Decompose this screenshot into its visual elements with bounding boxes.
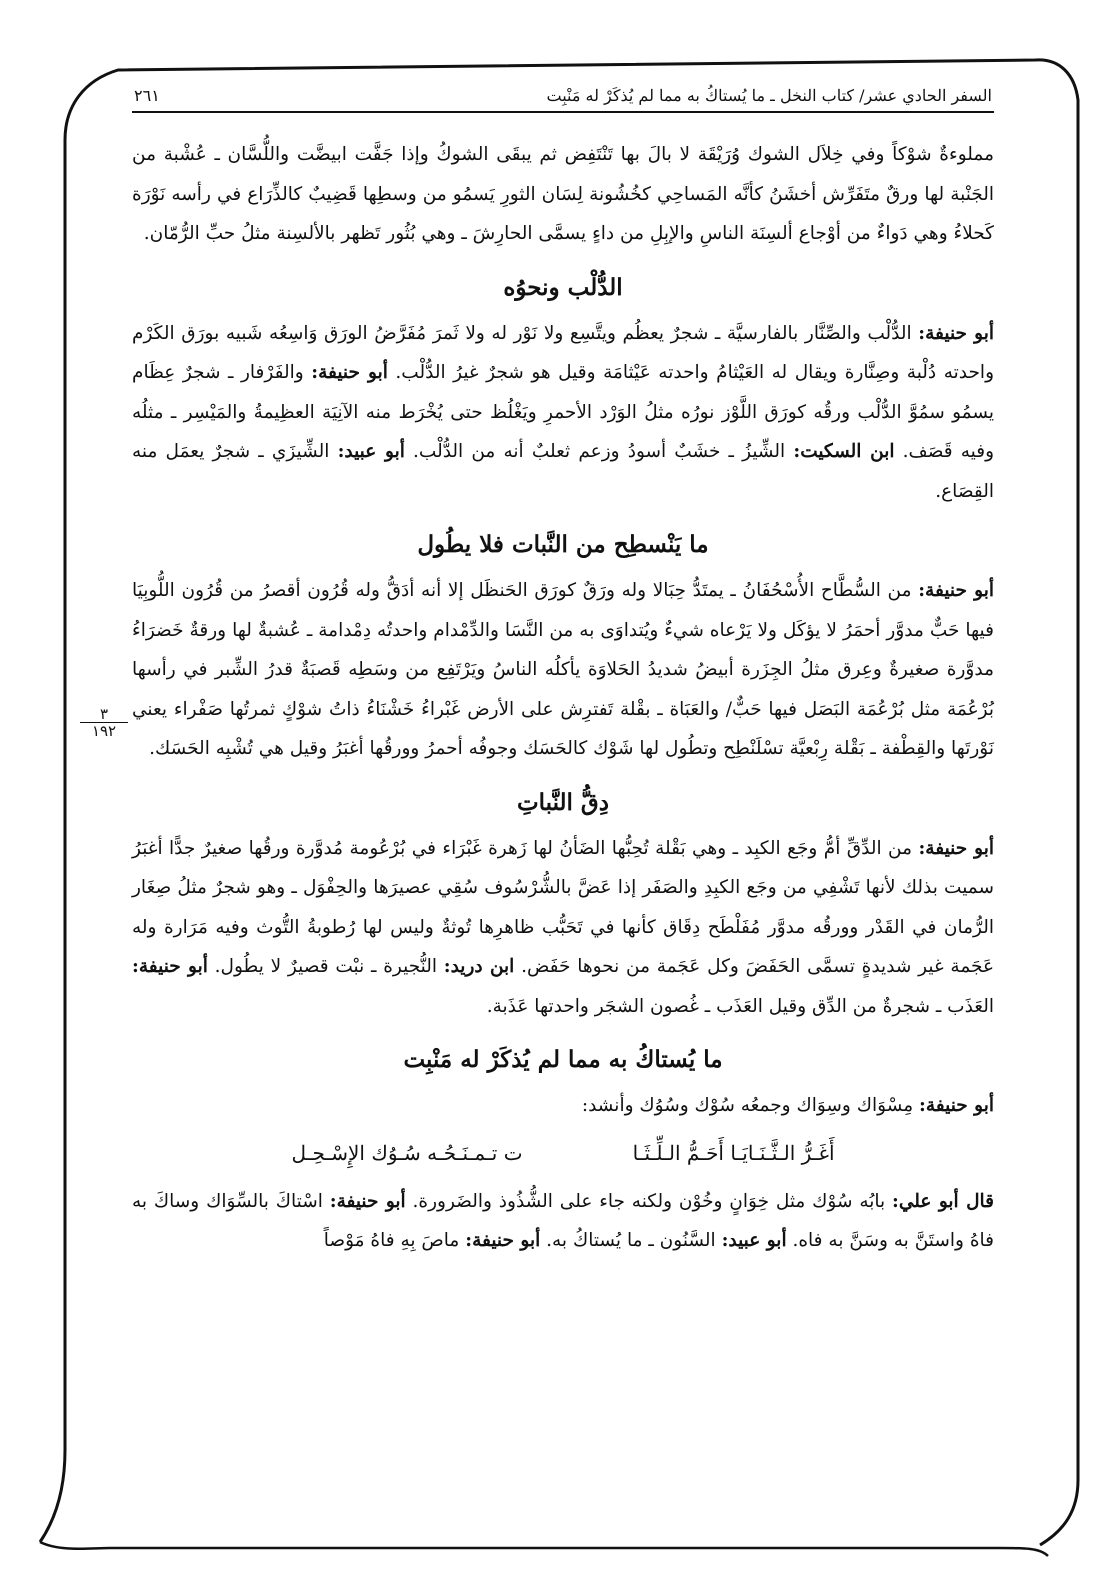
paragraph-text: النُّجيرة ـ نبْت قصيرٌ لا يطُول. — [207, 956, 444, 977]
section-paragraph — [132, 829, 994, 1027]
section-title: الدُّلْب ونحوُه — [503, 273, 623, 301]
source-name: أبو حنيفة: — [329, 1190, 406, 1212]
source-name: قال أبو علي: — [892, 1190, 995, 1212]
body-text — [132, 135, 994, 1261]
margin-reference-bottom: ١٩٢ — [80, 722, 128, 739]
verse-second-hemistich: ت تـمـنَـحُـه سُـوُك الإِسْـحِـل — [291, 1140, 523, 1165]
verse-first-hemistich: أَغَـرُّ الـثَّـنَـايَـا أَحَـمُّ الـلِّـثَـا — [632, 1140, 835, 1165]
source-name: أبو حنيفة: — [918, 580, 994, 601]
source-name: ابن السكيت: — [793, 441, 895, 462]
source-name: ابن دريد: — [443, 956, 515, 977]
section-paragraph — [132, 571, 994, 769]
running-header — [132, 86, 994, 113]
source-name: أبو حنيفة: — [918, 322, 994, 344]
paragraph-text: الدُّلْب والصِّنَّار بالفارسيَّة ـ شجرٌ يعظُم ويتَّسِع ولا نَوْر له ولا ثَمرَ مُفَرَّضُ الورَق وَاسِعُه شَبيه بورَق الكَرْم واحدته دُلْبة وصِنَّارة ويقال له العَيْثامُ واحدته عَيْثامَة وقيل هو شجرٌ غيرُ الدُّلْب. — [132, 322, 995, 383]
margin-reference-top: ٣ — [99, 705, 109, 723]
source-name: أبو حنيفة: — [465, 1230, 541, 1251]
paragraph-text: ماصَ بِهِ فاهُ مَوْصاً — [323, 1230, 466, 1251]
paragraph-text: بابُه سُوْك مثل خِوَانٍ وخُوْن ولكنه جاء على الشُّذُوذ والضَرورة. — [405, 1190, 893, 1212]
running-title: السفر الحادي عشر/ كتاب النخل ـ ما يُستاكُ به مما لم يُذكَرْ له مَنْبِت — [546, 86, 992, 105]
source-name: أبو حنيفة: — [919, 1095, 994, 1116]
section-title: ما يَنْسطِح من النَّبات فلا يطُول — [417, 531, 709, 558]
paragraph-text: والفَرْفار ـ شجرٌ عِظَام يسمُو سمُوَّ الدُّلْب ورقُه كورَق اللَّوْز نورُه مثلُ الوَرْد الأحمرِ ويَغْلُظ حتى يُخْرَط منه الآنِيَة العظِيمةُ والمَيْسِر ـ مثلُه وفيه قَصَف. — [132, 362, 995, 462]
source-name: أبو عبيد: — [337, 441, 405, 462]
source-name: أبو حنيفة: — [918, 837, 995, 859]
source-name: أبو عبيد: — [721, 1230, 787, 1251]
source-name: أبو حنيفة: — [311, 362, 388, 383]
paragraph-text: الشِّيزُ ـ خشَبٌ أسودُ وزعم ثعلبٌ أنه من الدُّلْب. — [404, 441, 794, 462]
paragraph-text: مِسْوَاك وسِوَاك وجمعُه سُوْك وسُوُك وأنشد: — [581, 1095, 919, 1116]
book-page — [132, 86, 994, 1261]
page-number: ٢٦١ — [134, 86, 160, 105]
section-paragraph — [132, 314, 994, 512]
paragraph-text: العَذَب ـ شجرةٌ من الدِّق وقيل العَذَب ـ غُصون الشجَر واحدتها عَذَبة. — [486, 995, 994, 1017]
paragraph-text: من الدِّقِّ أمُّ وجَع الكبِد ـ وهي بَقْلة تُحِبُّها الضَأنُ لها زَهرة غَبْرَاء في بُرْعُومة مُدوَّرة ورقُها صغيرٌ جدًّا أغبَرُ سميت بذلك لأنها تَشْفِي من وجَع الكبِدِ والصَفَر إذا عَضَّ بالشُّرْسُوف سُقِي عصيرَها والحِفْوَل ـ وهو شجرٌ مثلُ صِغَار الرُّمان في القَدْر وورقُه مدوَّر مُفَلْطَح دِقَاق كأنها في تَحَبُّب ظاهرِها تُوثةٌ وليس لها رُطوبةُ التُّوث وفيه مَرَارة وله عَجَمة غير شديدةٍ تسمَّى الحَفَضَ وكل عَجَمة من نحوها حَفَض. — [132, 837, 994, 977]
intro-paragraph: مملوءةٌ شوْكاً وفي خِلاَل الشوك وُرَيْقَة لا بالَ بها تَنْتَفِض ثم يبقَى الشوكُ وإذا جَفَّت ابيضَّت واللُّسَّان ـ عُشْبة من الجَنْبة لها ورقٌ متَفَرِّش أخشَنُ كأنَّه المَساحِي كخُشُونة لِسَان الثورِ يَسمُو من وسطِها قَضِيبٌ كالذِّرَاع في رأسه نَوْرَة كَحلاءُ وهي دَواءٌ من أوْجاع ألسِنَة الناسِ والإبِلِ من داءٍ يسمَّى الحارِشَ ـ وهي بُثُور تَظهر بالألسِنة مثلُ حبِّ الرُّمّان. — [132, 144, 994, 244]
margin-page-reference — [80, 706, 128, 739]
section-paragraph — [132, 1182, 994, 1261]
section-paragraph — [132, 1086, 994, 1126]
paragraph-text: الشِّيزَي ـ شجرٌ يعمَل منه القِصَاع. — [132, 441, 994, 502]
section-title: ما يُستاكُ به مما لم يُذكَرْ له مَنْبِت — [403, 1046, 723, 1073]
poetry-verse — [132, 1132, 994, 1174]
paragraph-text: اسْتاكَ بالسِّوَاك وساكَ به فاهُ واستَنَّ به وسَنَّ به فاه. — [132, 1190, 994, 1251]
paragraph-text: من السُّطَّاح الأُسْحُفَانُ ـ يمتَدُّ حِبَالا وله ورَقٌ كورَق الحَنظَل إلا أنه أدَقُّ وله قُرُون أقصرُ من قُرُون اللُّوبِيَا فيها حَبٌّ مدوَّر أحمَرُ لا يؤكَل ولا يَرْعاه شيءٌ ويُتداوَى به من النَّسَا والدِّمْدام واحدتُه دِمْدامة ـ عُشبةٌ لها ورقةٌ خَضرَاءُ مدوَّرة صغيرةٌ وعِرق مثلُ الجِزَرة أبيضُ شديدُ الحَلاوَة يأكلُه الناسُ ويَرْتَفِع من وسَطِه قَصبَةٌ قدرُ الشِّبر في رأسها بُرْعُمَة مثل بُرْعُمَة البَصَل فيها حَبٌّ/ والعَبَاة ـ بقْلة تَفترِش على الأرض غَبْراءُ خَشْنَاءُ ذاتُ شوْكٍ ثمرتُها صَفْراء يعني نَوْرتَها والقِطْفة ـ بَقْلة رِبْعيَّة تسْلَنْطِح وتطُول لها شَوْك كالحَسَك وجوفُه أحمرُ وورقُها أغبَرُ وقيل هي تُشْبِه الحَسَك. — [132, 580, 994, 759]
section-title: دِقُّ النَّباتِ — [516, 788, 610, 816]
paragraph-text: السَّنُون ـ ما يُستاكُ به. — [540, 1230, 722, 1251]
source-name: أبو حنيفة: — [132, 956, 208, 977]
